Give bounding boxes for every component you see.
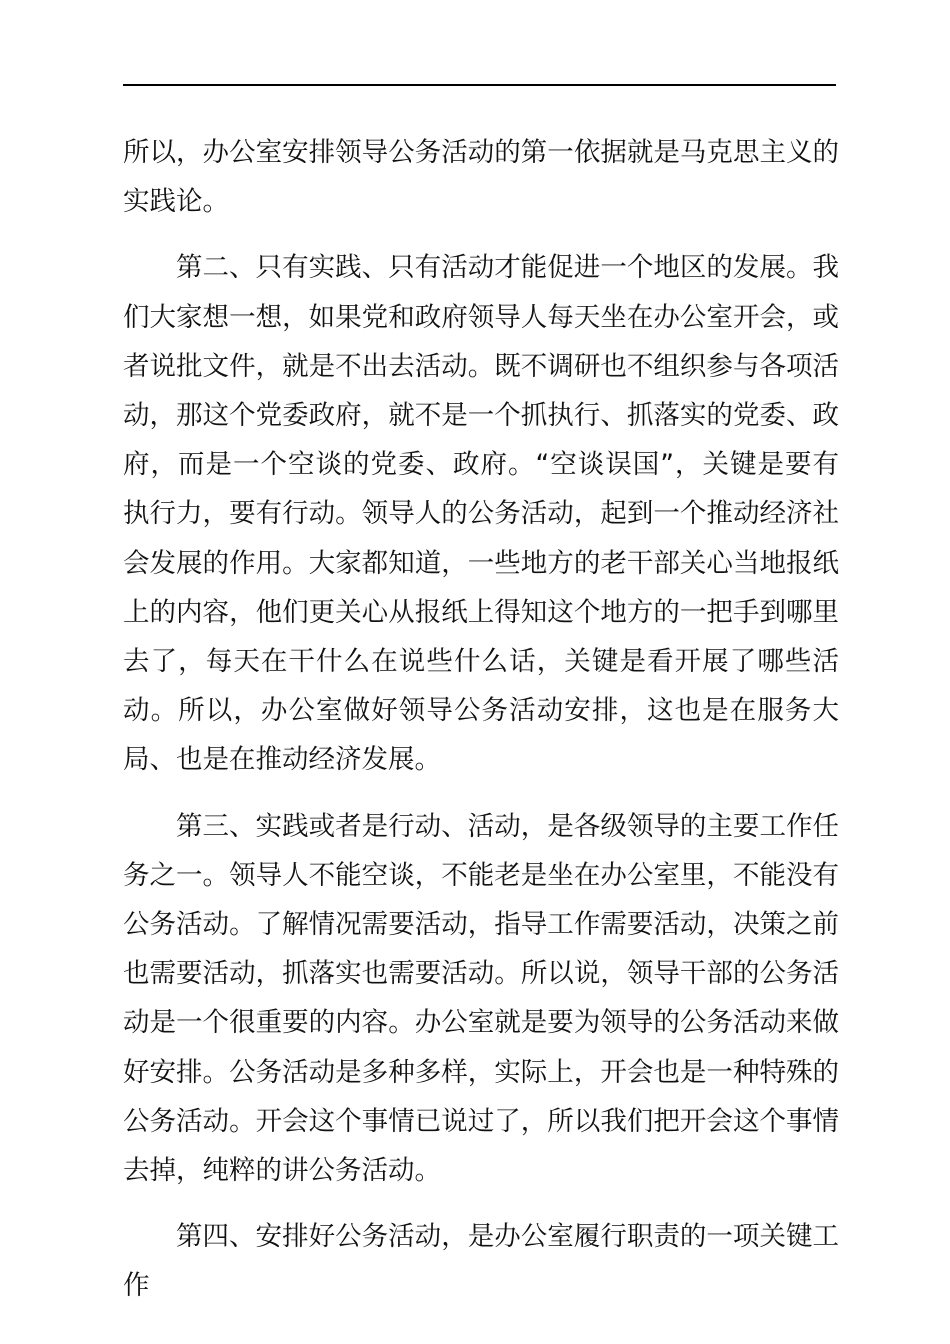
paragraph-point-two: 第二、只有实践、只有活动才能促进一个地区的发展。我们大家想一想，如果党和政府领导人每天坐在办公室开会，或者说批文件，就是不出去活动。既不调研也不组织参与各项活动，那这个党委政府，就不是一个抓执行、抓落实的党委、政府，而是一个空谈的党委、政府。“空谈误国”，关键是要有执行力，要有行动。领导人的公务活动，起到一个推动经济社会发展的作用。大家都知道，一些地方的老干部关心当地报纸上的内容，他们更关心从报纸上得知这个地方的一把手到哪里去了，每天在干什么在说些什么话，关键是看开展了哪些活动。所以，办公室做好领导公务活动安排，这也是在服务大局、也是在推动经济发展。 [123,252,839,776]
paragraph-point-four: 第四、安排好公务活动，是办公室履行职责的一项关键工作 [123,1221,839,1302]
document-body [123,128,839,1328]
header-rule [123,84,836,86]
paragraph-continuation: 所以，办公室安排领导公务活动的第一依据就是马克思主义的实践论。 [123,137,839,218]
paragraph-point-three: 第三、实践或者是行动、活动，是各级领导的主要工作任务之一。领导人不能空谈，不能老是坐在办公室里，不能没有公务活动。了解情况需要活动，指导工作需要活动，决策之前也需要活动，抓落实也需要活动。所以说，领导干部的公务活动是一个很重要的内容。办公室就是要为领导的公务活动来做好安排。公务活动是多种多样，实际上，开会也是一种特殊的公务活动。开会这个事情已说过了，所以我们把开会这个事情去掉，纯粹的讲公务活动。 [123,810,839,1187]
